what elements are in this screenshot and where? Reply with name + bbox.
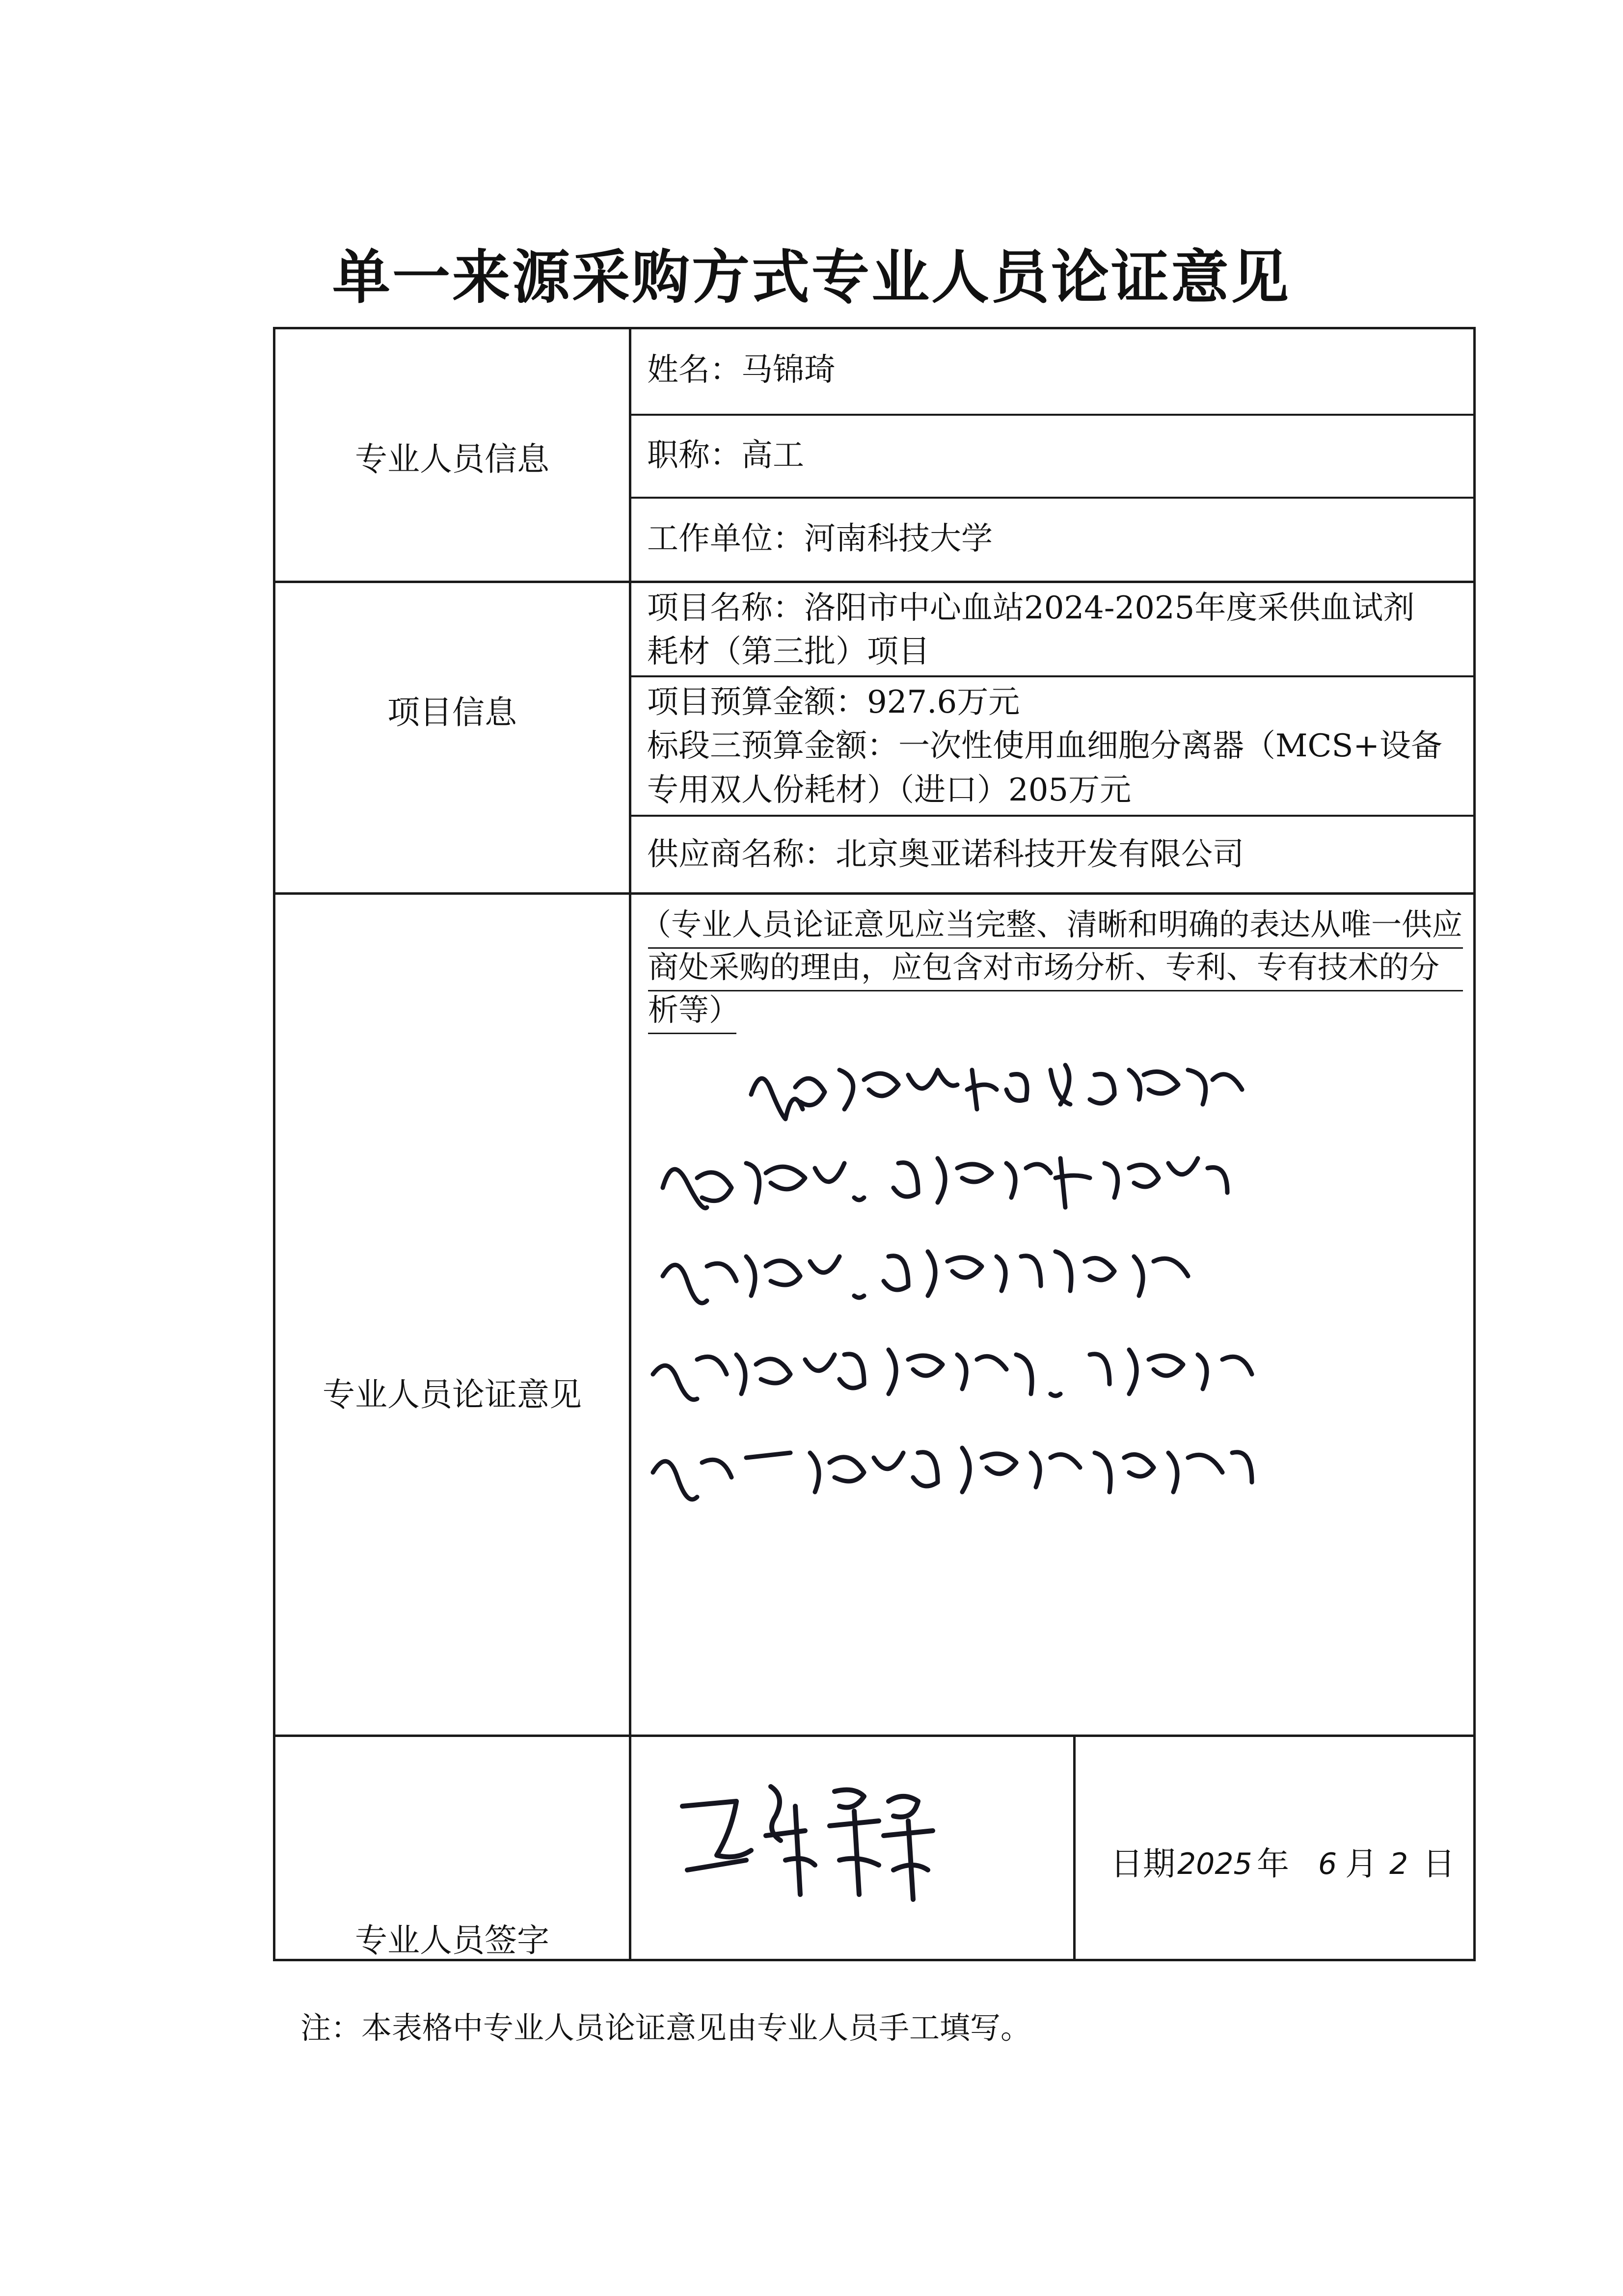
section-divider-1 — [273, 581, 1476, 583]
opinion-instruction-line3: 析等） — [648, 992, 740, 1028]
column-divider — [629, 327, 631, 1961]
section-divider-3 — [273, 1735, 1476, 1737]
row-divider-budget — [629, 815, 1476, 817]
footer-note: 注：本表格中专业人员论证意见由专业人员手工填写。 — [300, 2010, 1031, 2046]
instruction-underline-2 — [648, 990, 1463, 991]
row-divider-name — [629, 414, 1476, 416]
date-day: 2 — [1389, 1847, 1408, 1881]
date-day-suffix: 日 — [1423, 1845, 1455, 1883]
personnel-title: 职称：高工 — [647, 437, 804, 474]
project-info-label: 项目信息 — [387, 694, 517, 731]
row-divider-project-name — [629, 675, 1476, 677]
date-month: 6 — [1318, 1847, 1337, 1881]
personnel-info-label: 专业人员信息 — [355, 440, 549, 478]
section-divider-2 — [273, 892, 1476, 895]
signature-label: 专业人员签字 — [355, 1922, 549, 1959]
table-border-top — [273, 327, 1476, 329]
instruction-underline-3 — [648, 1033, 736, 1034]
lot-budget-line1: 标段三预算金额：一次性使用血细胞分离器（MCS+设备 — [647, 728, 1442, 764]
date-label: 日期 — [1110, 1845, 1175, 1883]
opinion-instruction-line1: （专业人员论证意见应当完整、清晰和明确的表达从唯一供应 — [641, 907, 1463, 942]
personnel-name: 姓名：马锦琦 — [647, 352, 836, 388]
date-year-suffix: 年 — [1257, 1845, 1289, 1883]
project-name-line2: 耗材（第三批）项目 — [647, 634, 930, 670]
document-title: 单一来源采购方式专业人员论证意见 — [332, 243, 1291, 311]
personnel-employer: 工作单位：河南科技大学 — [647, 521, 993, 557]
opinion-label: 专业人员论证意见 — [323, 1376, 582, 1414]
date-year: 2025 — [1177, 1847, 1252, 1881]
project-budget: 项目预算金额：927.6万元 — [647, 684, 1020, 721]
supplier-name: 供应商名称：北京奥亚诺科技开发有限公司 — [647, 836, 1244, 873]
lot-budget-line2: 专用双人份耗材）（进口）205万元 — [647, 772, 1132, 808]
table-border-right — [1473, 327, 1476, 1961]
handwritten-opinion — [633, 1041, 1468, 1541]
signature-date-divider — [1073, 1735, 1076, 1961]
instruction-underline-1 — [648, 947, 1463, 949]
signature-image — [653, 1747, 972, 1958]
row-divider-title — [629, 497, 1476, 499]
table-border-left — [273, 327, 275, 1961]
date-month-suffix: 月 — [1345, 1845, 1378, 1883]
project-name-line1: 项目名称：洛阳市中心血站2024-2025年度采供血试剂 — [647, 590, 1415, 626]
opinion-instruction-line2: 商处采购的理由，应包含对市场分析、专利、专有技术的分 — [648, 949, 1440, 985]
